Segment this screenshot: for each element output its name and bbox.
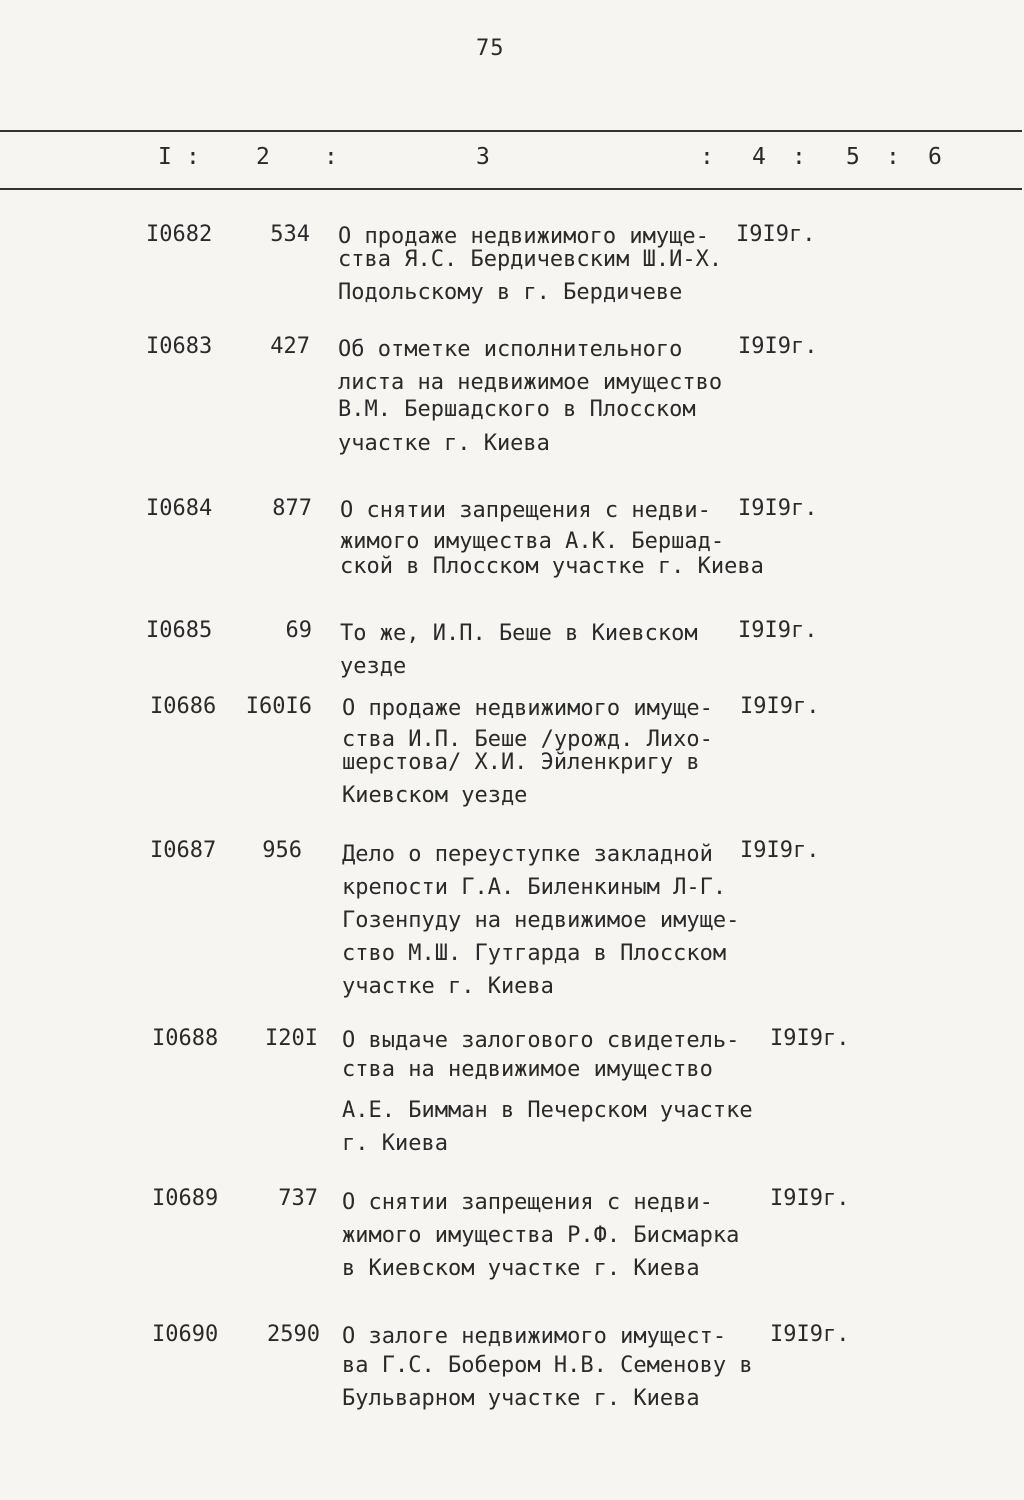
sheet-count: 2590 — [267, 1322, 320, 1347]
description-line: жимого имущества А.К. Бершад- — [340, 529, 725, 554]
description-line: ство М.Ш. Гутгарда в Плосском — [342, 941, 727, 966]
description-line: участке г. Киева — [342, 974, 554, 999]
description-line: А.Е. Бимман в Печерском участке — [342, 1098, 753, 1123]
description-line: О снятии запрещения с недви- — [342, 1190, 713, 1215]
col-sep-2: : — [324, 144, 338, 170]
sheet-count: 877 — [272, 496, 312, 521]
case-description — [342, 1322, 753, 1413]
case-number: I0687 — [150, 838, 217, 863]
sheet-count: 534 — [270, 222, 310, 247]
description-line: Гозенпуду на недвижимое имуще- — [342, 908, 740, 933]
case-year: I9I9г. — [738, 334, 818, 359]
case-number: I0684 — [146, 496, 213, 521]
case-year: I9I9г. — [740, 838, 820, 863]
case-description — [340, 618, 698, 682]
description-line: ва Г.С. Бобером Н.В. Семенову в — [342, 1353, 753, 1378]
description-line: в Киевском участке г. Киева — [342, 1256, 700, 1281]
sheet-count: 956 — [262, 838, 302, 863]
description-line: участке г. Киева — [338, 431, 550, 456]
description-line: О продаже недвижимого имуще- — [342, 696, 713, 721]
description-line: жимого имущества Р.Ф. Бисмарка — [342, 1223, 740, 1248]
description-line: ства на недвижимое имущество — [342, 1057, 713, 1082]
case-year: I9I9г. — [740, 694, 820, 719]
description-line: ства Я.С. Бердичевским Ш.И-Х. — [338, 247, 723, 272]
case-number: I0685 — [146, 618, 213, 643]
description-line: О залоге недвижимого имущест- — [342, 1324, 727, 1349]
case-number: I0689 — [152, 1186, 219, 1211]
case-description — [338, 222, 722, 307]
description-line: О продаже недвижимого имуще- — [338, 224, 709, 249]
header-rule-top — [0, 130, 1022, 132]
description-line: В.М. Бершадского в Плосском — [338, 397, 696, 422]
sheet-count: I60I6 — [245, 694, 312, 719]
col-sep-4: : — [792, 144, 806, 170]
col-head-3: 3 — [476, 144, 490, 170]
case-number: I0688 — [152, 1026, 219, 1051]
description-line: листа на недвижимое имущество — [338, 370, 723, 395]
description-line: шерстова/ Х.И. Эйленкригу в — [342, 750, 700, 775]
description-line: Бульварном участке г. Киева — [342, 1386, 700, 1411]
case-description — [338, 334, 722, 459]
description-line: ской в Плосском участке г. Киева — [340, 554, 764, 579]
col-sep-3: : — [700, 144, 714, 170]
case-number: I0682 — [146, 222, 213, 247]
description-line: крепости Г.А. Биленкиным Л-Г. — [342, 875, 727, 900]
description-line: г. Киева — [342, 1131, 448, 1156]
col-head-4: 4 — [752, 144, 766, 170]
description-line: Подольскому в г. Бердичеве — [338, 280, 683, 305]
sheet-count: 427 — [270, 334, 310, 359]
case-year: I9I9г. — [736, 222, 816, 247]
case-number: I0686 — [150, 694, 217, 719]
page-number: 75 — [476, 36, 505, 61]
case-year: I9I9г. — [770, 1026, 850, 1051]
case-year: I9I9г. — [770, 1186, 850, 1211]
description-line: ства И.П. Беше /урожд. Лихо- — [342, 727, 713, 752]
description-line: То же, И.П. Беше в Киевском — [340, 621, 698, 646]
header-rule-bottom — [0, 188, 1022, 190]
sheet-count: I20I — [265, 1026, 318, 1051]
case-description — [342, 1186, 739, 1285]
col-head-1: I — [158, 144, 172, 170]
description-line: Дело о переуступке закладной — [342, 842, 713, 867]
col-head-6: 6 — [928, 144, 942, 170]
col-head-5: 5 — [846, 144, 860, 170]
description-line: О выдаче залогового свидетель- — [342, 1028, 740, 1053]
case-number: I0690 — [152, 1322, 219, 1347]
case-number: I0683 — [146, 334, 213, 359]
description-line: уезде — [340, 654, 407, 679]
col-sep-1: : — [186, 144, 200, 170]
case-year: I9I9г. — [770, 1322, 850, 1347]
case-description — [340, 496, 764, 581]
case-description — [342, 694, 713, 810]
sheet-count: 737 — [278, 1186, 318, 1211]
case-year: I9I9г. — [738, 618, 818, 643]
case-description — [342, 1026, 753, 1158]
col-sep-5: : — [886, 144, 900, 170]
description-line: Об отметке исполнительного — [338, 337, 683, 362]
case-description — [342, 838, 739, 1003]
description-line: О снятии запрещения с недви- — [340, 498, 711, 523]
sheet-count: 69 — [285, 618, 312, 643]
case-year: I9I9г. — [738, 496, 818, 521]
description-line: Киевском уезде — [342, 783, 528, 808]
col-head-2: 2 — [256, 144, 270, 170]
